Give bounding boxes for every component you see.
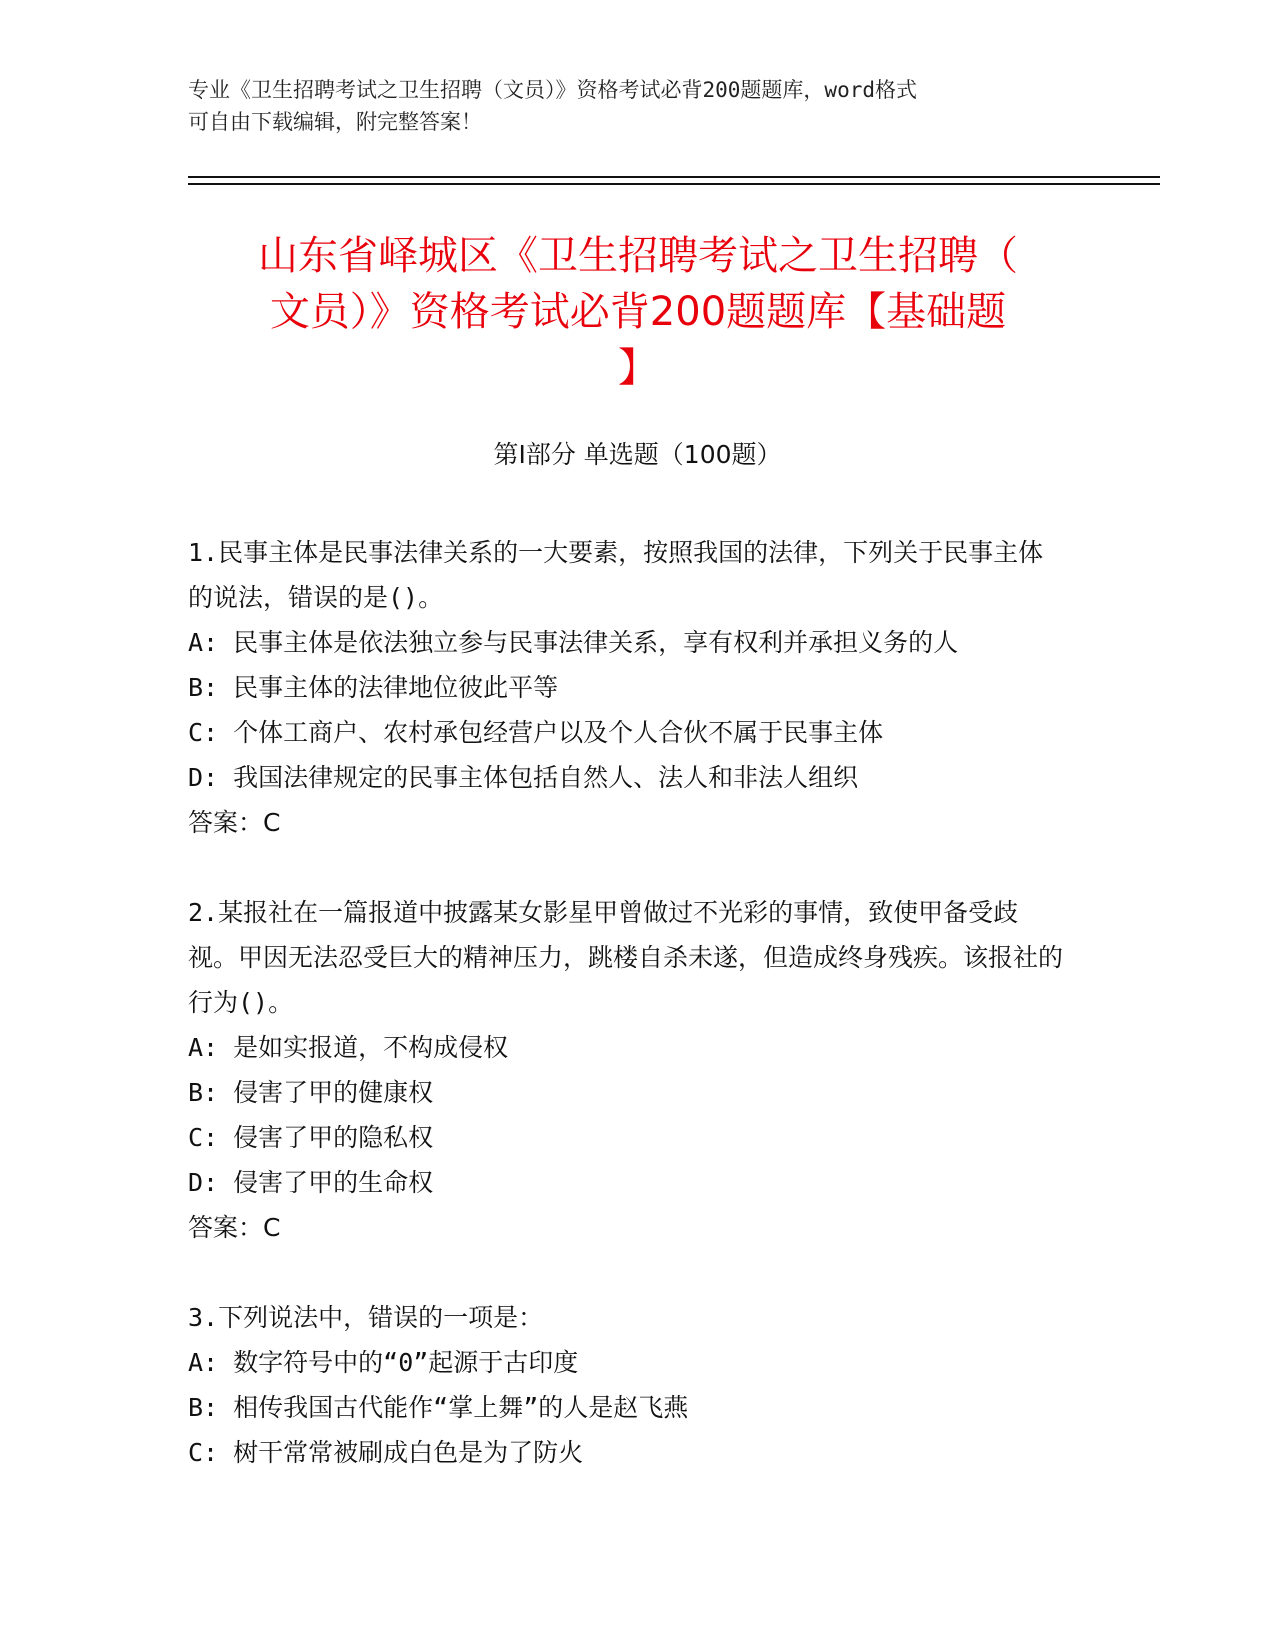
document-title <box>188 228 1088 396</box>
option-a: A: 数字符号中的“0”起源于古印度 <box>188 1348 579 1377</box>
header-note-line-1: 专业《卫生招聘考试之卫生招聘（文员）》资格考试必背200题题库，word格式 <box>188 78 917 102</box>
document-title-line-2: 文员）》资格考试必背200题题库【基础题 <box>269 289 1007 335</box>
header-divider-top <box>188 176 1160 178</box>
option-d: D: 侵害了甲的生命权 <box>188 1168 434 1197</box>
option-c: C: 个体工商户、农村承包经营户以及个人合伙不属于民事主体 <box>188 718 884 747</box>
option-a: A: 是如实报道，不构成侵权 <box>188 1033 509 1062</box>
option-b: B: 侵害了甲的健康权 <box>188 1078 434 1107</box>
option-c: C: 树干常常被刷成白色是为了防火 <box>188 1438 584 1467</box>
question-text: 1.民事主体是民事法律关系的一大要素，按照我国的法律，下列关于民事主体的说法，错误的是()。 <box>188 538 1044 612</box>
question-2 <box>188 890 1068 1250</box>
answer: 答案：C <box>188 808 281 837</box>
header-note-line-2: 可自由下载编辑，附完整答案！ <box>188 110 482 134</box>
section-title: 第Ⅰ部分 单选题（100题） <box>493 440 782 469</box>
option-c: C: 侵害了甲的隐私权 <box>188 1123 434 1152</box>
option-b: B: 民事主体的法律地位彼此平等 <box>188 673 559 702</box>
option-b: B: 相传我国古代能作“掌上舞”的人是赵飞燕 <box>188 1393 689 1422</box>
question-text: 2.某报社在一篇报道中披露某女影星甲曾做过不光彩的事情，致使甲备受歧视。甲因无法忍受巨大的精神压力，跳楼自杀未遂，但造成终身残疾。该报社的行为()。 <box>188 898 1064 1017</box>
option-a: A: 民事主体是依法独立参与民事法律关系，享有权利并承担义务的人 <box>188 628 959 657</box>
question-1 <box>188 530 1068 845</box>
option-d: D: 我国法律规定的民事主体包括自然人、法人和非法人组织 <box>188 763 859 792</box>
question-text: 3.下列说法中，错误的一项是： <box>188 1303 544 1332</box>
answer: 答案：C <box>188 1213 281 1242</box>
header-note <box>188 74 1068 138</box>
document-title-line-1: 山东省峄城区《卫生招聘考试之卫生招聘（ <box>258 233 1018 279</box>
document-title-line-3: 】 <box>618 345 658 391</box>
question-list <box>188 530 1068 1520</box>
header-divider-bottom <box>188 183 1160 185</box>
question-3 <box>188 1295 1068 1475</box>
